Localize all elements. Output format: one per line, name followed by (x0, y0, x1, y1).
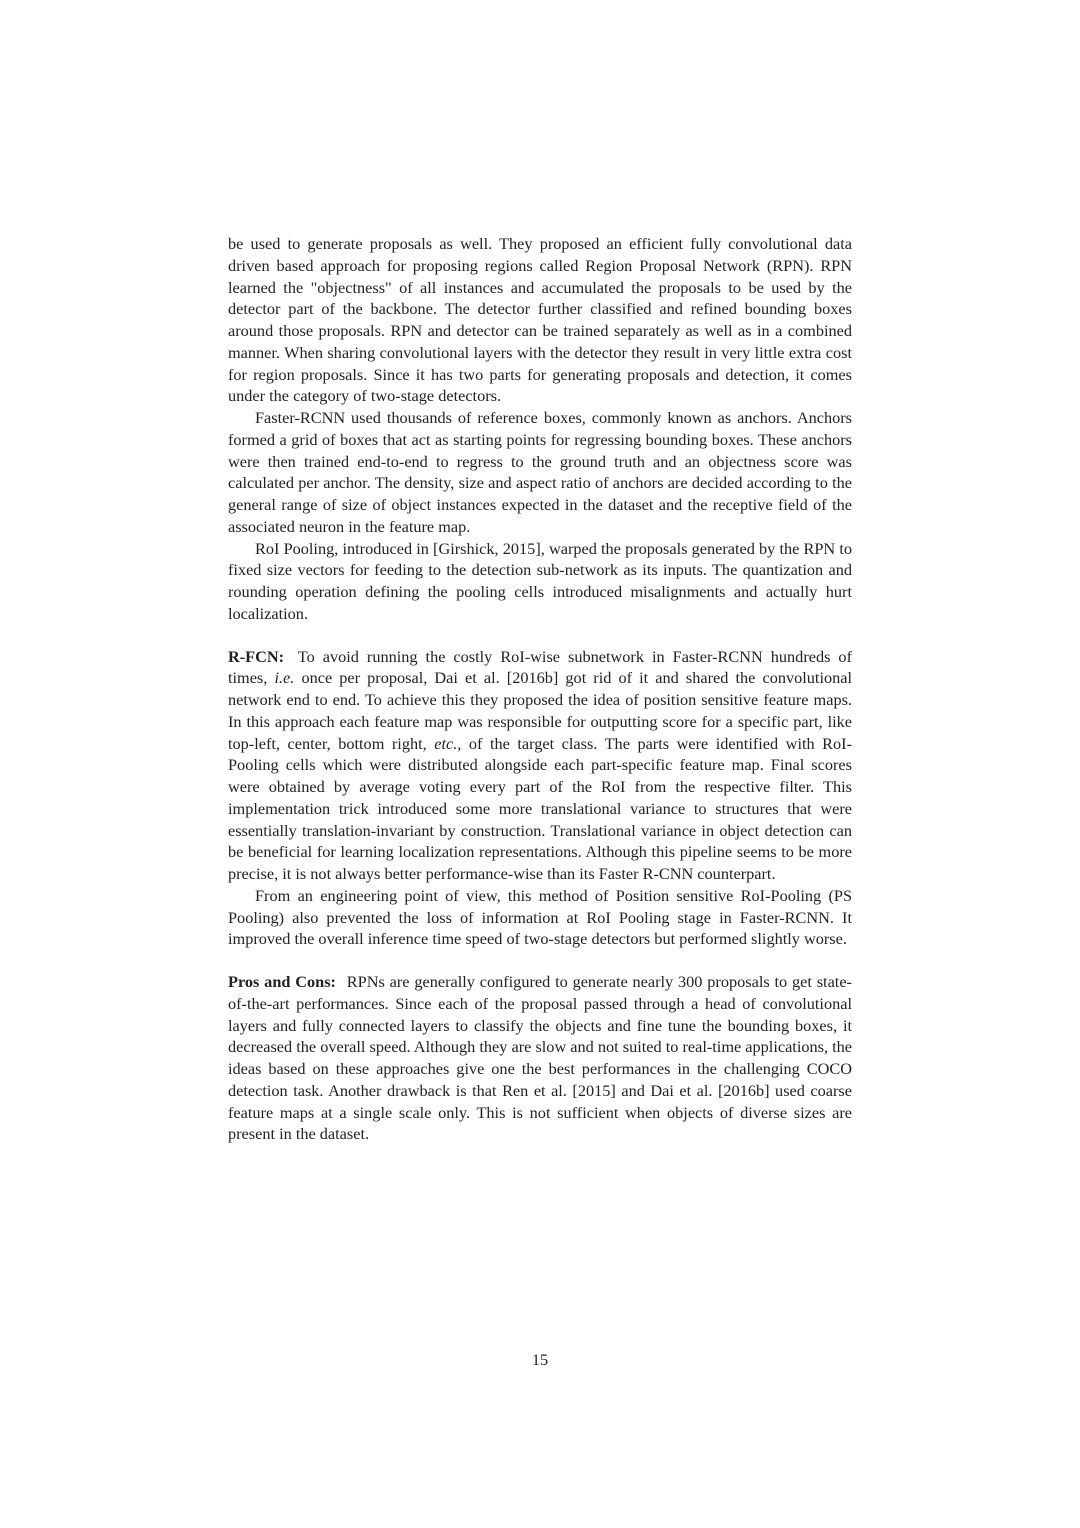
section-gap (228, 625, 852, 646)
rfcn-heading: R-FCN: (228, 646, 285, 666)
rfcn-paragraph (228, 646, 852, 885)
rfcn-text-b: once per proposal, Dai et al. [2016b] got rid of it and shared the convolutional network end to end. To achieve this they proposed the idea of position sensitive feature maps. In this approach each feature map was responsible for outputting score for a specific part, like top-left, center, bottom right, (228, 668, 853, 753)
ps-pooling-paragraph: From an engineering point of view, this method of Position sensitive RoI-Pooling (PS Pooling) also prevented the loss of information at RoI Pooling stage in Faster-RCNN. It improved the overall inference time speed of two-stage detectors but performed slightly worse. (228, 885, 852, 949)
rfcn-etc: etc. (434, 733, 458, 753)
anchors-paragraph: Faster-RCNN used thousands of reference boxes, commonly known as anchors. Anchors formed a grid of boxes that act as starting points for regressing bounding boxes. These anchors were then trained end-to-end to regress to the ground truth and an objectness score was calculated per anchor. The density, size and aspect ratio of anchors are decided according to the general range of size of object instances expected in the dataset and the receptive field of the associated neuron in the feature map. (228, 408, 852, 536)
rfcn-text-a: To avoid running the costly RoI-wise subnetwork in Faster-RCNN hundreds of times, (228, 646, 852, 688)
roi-pooling-paragraph: RoI Pooling, introduced in [Girshick, 2015], warped the proposals generated by the RPN to fixed size vectors for feeding to the detection sub-network as its inputs. The quantization and rounding operation defining the pooling cells introduced misalignments and actually hurt localization. (228, 538, 852, 623)
section-gap (228, 950, 852, 971)
page-number: 15 (531, 1350, 549, 1369)
rpn-paragraph: be used to generate proposals as well. They proposed an efficient fully convolutional data driven based approach for proposing regions called Region Proposal Network (RPN). RPN learned the "objectness" of all instances and accumulated the proposals to be used by the detector part of the backbone. The detector further classified and refined bounding boxes around those proposals. RPN and detector can be trained separately as well as in a combined manner. When sharing convolutional layers with the detector they result in very little extra cost for region proposals. Since it has two parts for generating proposals and detection, it comes under the category of two-stage detectors. (228, 234, 852, 406)
pros-cons-heading: Pros and Cons: (228, 972, 336, 991)
pros-cons-paragraph (228, 971, 852, 1145)
pros-cons-text: RPNs are generally configured to generate nearly 300 proposals to get state-of-the-art performances. Since each of the proposal passed through a head of convolutional layers and fully connected layers to classify the objects and fine tune the bounding boxes, it decreased the overall speed. Although they are slow and not suited to real-time applications, the ideas based on these approaches give one the best performances in the challenging COCO detection task. Another drawback is that Ren et al. [2015] and Dai et al. [2016b] used coarse feature maps at a single scale only. This is not sufficient when objects of diverse sizes are present in the dataset. (228, 972, 852, 1144)
rfcn-text-c: , of the target class. The parts were identified with RoI-Pooling cells which were distributed alongside each part-specific feature map. Final scores were obtained by average voting every part of the RoI from the respective filter. This implementation trick introduced some more translational variance to structures that were essentially translation-invariant by construction. Translational variance in object detection can be beneficial for learning localization representations. Although this pipeline seems to be more precise, it is not always better performance-wise than its Faster R-CNN counterpart. (228, 733, 852, 883)
body-text (228, 233, 852, 1145)
rfcn-ie: i.e. (274, 668, 295, 688)
